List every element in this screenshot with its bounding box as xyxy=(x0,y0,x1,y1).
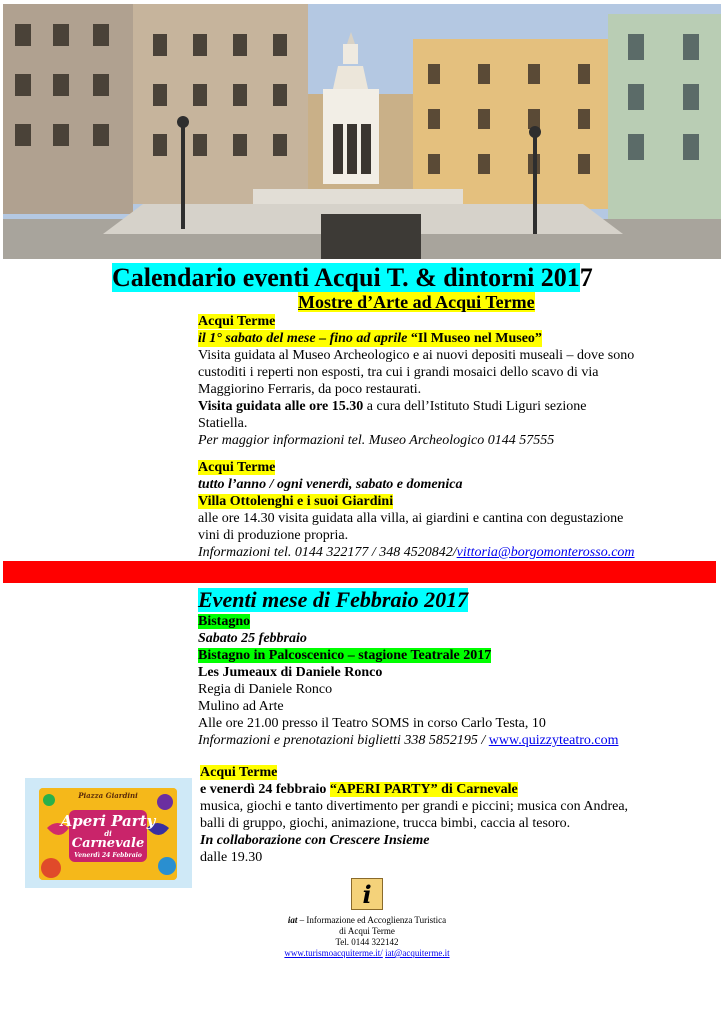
main-title-year-tail: 7 xyxy=(579,263,593,292)
event-info: Per maggior informazioni tel. Museo Archeologico 0144 57555 xyxy=(198,433,555,448)
event-desc-line: alle ore 14.30 visita guidata alla villa, ai giardini e cantina con degustazione xyxy=(198,511,624,526)
event-place: Acqui Terme xyxy=(198,460,276,475)
event-title: “APERI PARTY” di Carnevale xyxy=(329,782,518,797)
info-icon xyxy=(351,878,383,910)
event-collab: In collaborazione con Crescere Insieme xyxy=(200,833,430,848)
red-divider-bar xyxy=(3,561,716,583)
footer-mail-link[interactable]: iat@acquiterme.it xyxy=(385,948,450,958)
event-line: Alle ore 21.00 presso il Teatro SOMS in corso Carlo Testa, 10 xyxy=(198,716,546,731)
event-title: Les Jumeaux di Daniele Ronco xyxy=(198,665,383,680)
event-place: Acqui Terme xyxy=(200,765,278,780)
event-when: tutto l’anno / ogni venerdì, sabato e domenica xyxy=(198,477,463,492)
event-when: e venerdì 24 febbraio xyxy=(200,782,330,797)
event-desc-line: musica, giochi e tanto divertimento per grandi e piccini; musica con Andrea, xyxy=(200,799,629,814)
hero-photo-acqui-terme xyxy=(3,4,721,259)
footer-line1: – Informazione ed Accoglienza Turistica xyxy=(297,915,447,925)
web-link[interactable]: www.quizzyteatro.com xyxy=(488,733,619,748)
event-guide-time: Visita guidata alle ore 15.30 xyxy=(198,399,364,414)
flyer-top-text: Piazza Giardini xyxy=(78,791,138,800)
event-info: Informazioni tel. 0144 322177 / 348 4520842/ xyxy=(198,545,457,560)
event-when: il 1° sabato del mese – fino ad aprile xyxy=(198,331,408,346)
event-desc-line: custoditi i reperti non esposti, tra cui i grandi mosaici dello scavo di via xyxy=(198,365,599,380)
flyer-title-1: Aperi Party xyxy=(60,812,156,830)
email-link[interactable]: vittoria@borgomonterosso.com xyxy=(456,545,635,560)
event-title: Villa Ottolenghi e i suoi Giardini xyxy=(198,494,394,509)
footer-iat xyxy=(262,878,472,959)
event-guide-line2: Statiella. xyxy=(198,416,248,431)
event-desc-line: Visita guidata al Museo Archeologico e ai nuovi depositi museali – dove sono xyxy=(198,348,635,363)
info-icon-letter: i xyxy=(362,880,372,909)
event-time: dalle 19.30 xyxy=(200,850,263,865)
event-guide-rest: a cura dell’Istituto Studi Liguri sezione xyxy=(363,399,587,414)
main-title-highlighted: Calendario eventi Acqui T. & dintorni 201 xyxy=(112,263,580,292)
footer-web-link[interactable]: www.turismoacquiterme.it/ xyxy=(284,948,383,958)
event-title: “Il Museo nel Museo” xyxy=(410,331,542,346)
event-desc-line: vini di produzione propria. xyxy=(198,528,349,543)
event-desc-line: balli di gruppo, giochi, animazione, trucca bimbi, caccia al tesoro. xyxy=(200,816,571,831)
event-place: Acqui Terme xyxy=(198,314,276,329)
event-date: Sabato 25 febbraio xyxy=(198,631,307,646)
flyer-title-2: di xyxy=(104,829,112,838)
section-title-febbraio: Eventi mese di Febbraio 2017 xyxy=(198,587,469,612)
footer-line2: di Acqui Terme xyxy=(339,926,395,936)
flyer-date: Venerdì 24 Febbraio xyxy=(74,852,142,859)
footer-iat-label: iat xyxy=(287,915,298,925)
flyer-aperi-party xyxy=(25,778,192,888)
event-carnevale xyxy=(200,764,628,866)
main-title xyxy=(112,263,593,293)
event-info: Informazioni e prenotazioni biglietti 338 5852195 / xyxy=(198,733,489,748)
flyer-title-3: Carnevale xyxy=(71,836,145,851)
event-series: Bistagno in Palcoscenico – stagione Teatrale 2017 xyxy=(198,648,492,663)
event-place: Bistagno xyxy=(198,614,251,629)
event-desc-line: Maggiorino Ferraris, da poco restaurati. xyxy=(198,382,422,397)
event-line: Regia di Daniele Ronco xyxy=(198,682,333,697)
subtitle-mostre: Mostre d’Arte ad Acqui Terme xyxy=(298,292,535,312)
footer-phone: Tel. 0144 322142 xyxy=(335,937,399,947)
event-museo xyxy=(198,313,634,449)
flyer-poster xyxy=(39,788,177,880)
event-line: Mulino ad Arte xyxy=(198,699,284,714)
event-bistagno xyxy=(198,613,618,749)
event-villa xyxy=(198,459,635,561)
